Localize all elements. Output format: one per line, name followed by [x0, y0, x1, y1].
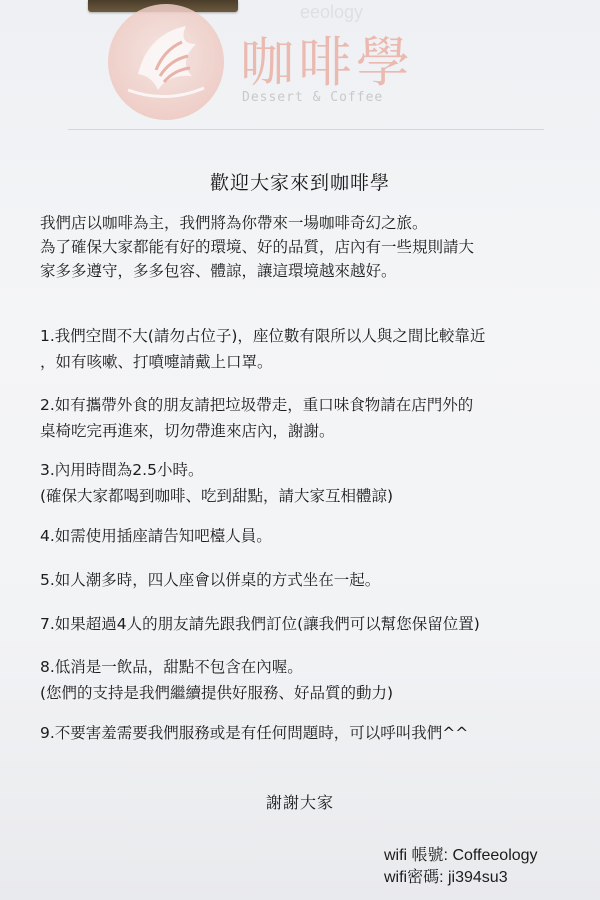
- intro-line: 我們店以咖啡為主，我們將為你帶來一場咖啡奇幻之旅。: [40, 214, 428, 232]
- rule-line: (確保大家都喝到咖啡、吃到甜點，請大家互相體諒): [40, 487, 394, 505]
- page-title: 歡迎大家來到咖啡學: [209, 172, 390, 194]
- logo-tagline: Dessert & Coffee: [242, 90, 384, 105]
- rule-1: [40, 323, 485, 375]
- rule-7: [40, 611, 480, 637]
- thanks-text: 謝謝大家: [265, 793, 334, 812]
- rule-8: [40, 654, 393, 706]
- rule-2: [40, 392, 473, 444]
- wifi-info: [384, 845, 538, 889]
- logo-emblem-icon: [108, 4, 224, 120]
- logo-english-partial: eeology: [300, 2, 364, 22]
- rule-5: [40, 567, 380, 593]
- rule-line: 9.不要害羞需要我們服務或是有任何問題時，可以呼叫我們^^: [40, 724, 469, 742]
- rule-line: 桌椅吃完再進來，切勿帶進來店內，謝謝。: [40, 422, 335, 440]
- header-divider: [68, 129, 544, 130]
- rule-line: 4.如需使用插座請告知吧檯人員。: [40, 527, 272, 545]
- rule-line: 1.我們空間不大(請勿占位子)，座位數有限所以人與之間比較靠近: [40, 327, 486, 345]
- rule-line: 3.內用時間為2.5小時。: [40, 461, 204, 479]
- rule-line: 8.低消是一飲品，甜點不包含在內喔。: [40, 658, 303, 676]
- wifi-password: wifi密碼: ji394su3: [384, 869, 508, 886]
- wifi-account: wifi 帳號: Coffeeology: [384, 847, 538, 864]
- rule-line: 7.如果超過4人的朋友請先跟我們訂位(讓我們可以幫您保留位置): [40, 615, 480, 633]
- rule-9: [40, 720, 468, 746]
- rule-line: 2.如有攜帶外食的朋友請把垃圾帶走，重口味食物請在店門外的: [40, 396, 474, 414]
- rule-4: [40, 523, 272, 549]
- rule-3: [40, 457, 393, 509]
- rule-line: (您們的支持是我們繼續提供好服務、好品質的動力): [40, 684, 394, 702]
- logo-name: 咖啡學: [240, 31, 414, 94]
- intro-line: 家多多遵守，多多包容、體諒，讓這環境越來越好。: [40, 262, 397, 280]
- rule-line: 5.如人潮多時，四人座會以併桌的方式坐在一起。: [40, 571, 381, 589]
- intro-line: 為了確保大家都能有好的環境、好的品質，店內有一些規則請大: [40, 238, 475, 256]
- intro-paragraph: [40, 211, 570, 283]
- rule-line: ，如有咳嗽、打噴嚏請戴上口罩。: [40, 353, 273, 371]
